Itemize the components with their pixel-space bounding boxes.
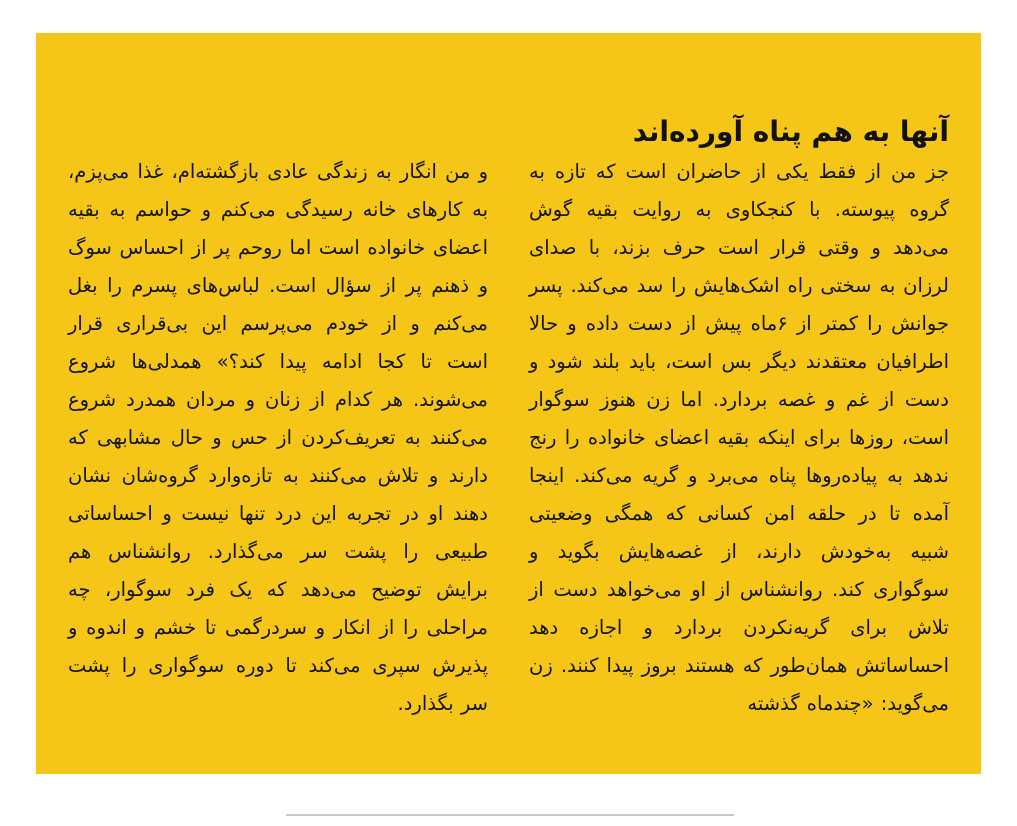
page-title: آنها به هم پناه آورده‌اند bbox=[632, 114, 949, 148]
article-column-left bbox=[68, 153, 488, 723]
article-column-right bbox=[529, 153, 949, 723]
article-columns bbox=[68, 153, 949, 723]
article-panel bbox=[36, 33, 981, 774]
footer-divider bbox=[286, 814, 734, 816]
column-text: و من انگار به زندگی عادی بازگشته‌ام، غذا می‌پزم، به کارهای خانه رسیدگی می‌کنم و حواسم به بقیه اعضای خانواده است اما روحم پر از احساس سوگ و ذهنم پر از سؤال است. لباس‌های پسرم را بغل می‌کنم و از خودم می‌پرسم این بی‌قراری قرار است تا کجا ادامه پیدا کند؟» همدلی‌ها شروع می‌شوند. هر کدام از زنان و مردان همدرد شروع می‌کنند به تعریف‌کردن از حس و حال مشابهی که دارند و تلاش می‌کنند به تازه‌وارد گروه‌شان نشان دهند او در تجربه این درد تنها نیست و احساساتی طبیعی را پشت سر می‌گذارد. روانشناس هم برایش توضیح می‌دهد که یک فرد سوگوار، چه مراحلی را از انکار و سردرگمی تا خشم و اندوه و پذیرش سپری می‌کند تا دوره سوگواری را پشت سر بگذارد. bbox=[68, 160, 488, 716]
column-text: جز من از فقط یکی از حاضران است که تازه به گروه پیوسته. با کنجکاوی به روایت بقیه گوش می‌دهد و وقتی قرار است حرف بزند، با صدای لرزان به سختی راه اشک‌هایش را سد می‌کند. پسر جوانش را کمتر از ۶ماه پیش از دست داده و حالا اطرافیان معتقدند دیگر بس است، باید بلند شود و دست از غم و غصه بردارد. اما زن هنوز سوگوار است، روزها برای اینکه بقیه اعضای خانواده را رنج ندهد به پیاده‌روها پناه می‌برد و گریه می‌کند. اینجا آمده تا در حلقه امن کسانی که همگی وضعیتی شبیه به‌خودش دارند، از غصه‌هایش بگوید و سوگواری کند. روانشناس از او می‌خواهد دست از تلاش برای گریه‌نکردن بردارد و اجازه دهد احساساتش همان‌طور که هستند بروز پیدا کنند. زن می‌گوید: «چندماه گذشته bbox=[529, 160, 949, 716]
